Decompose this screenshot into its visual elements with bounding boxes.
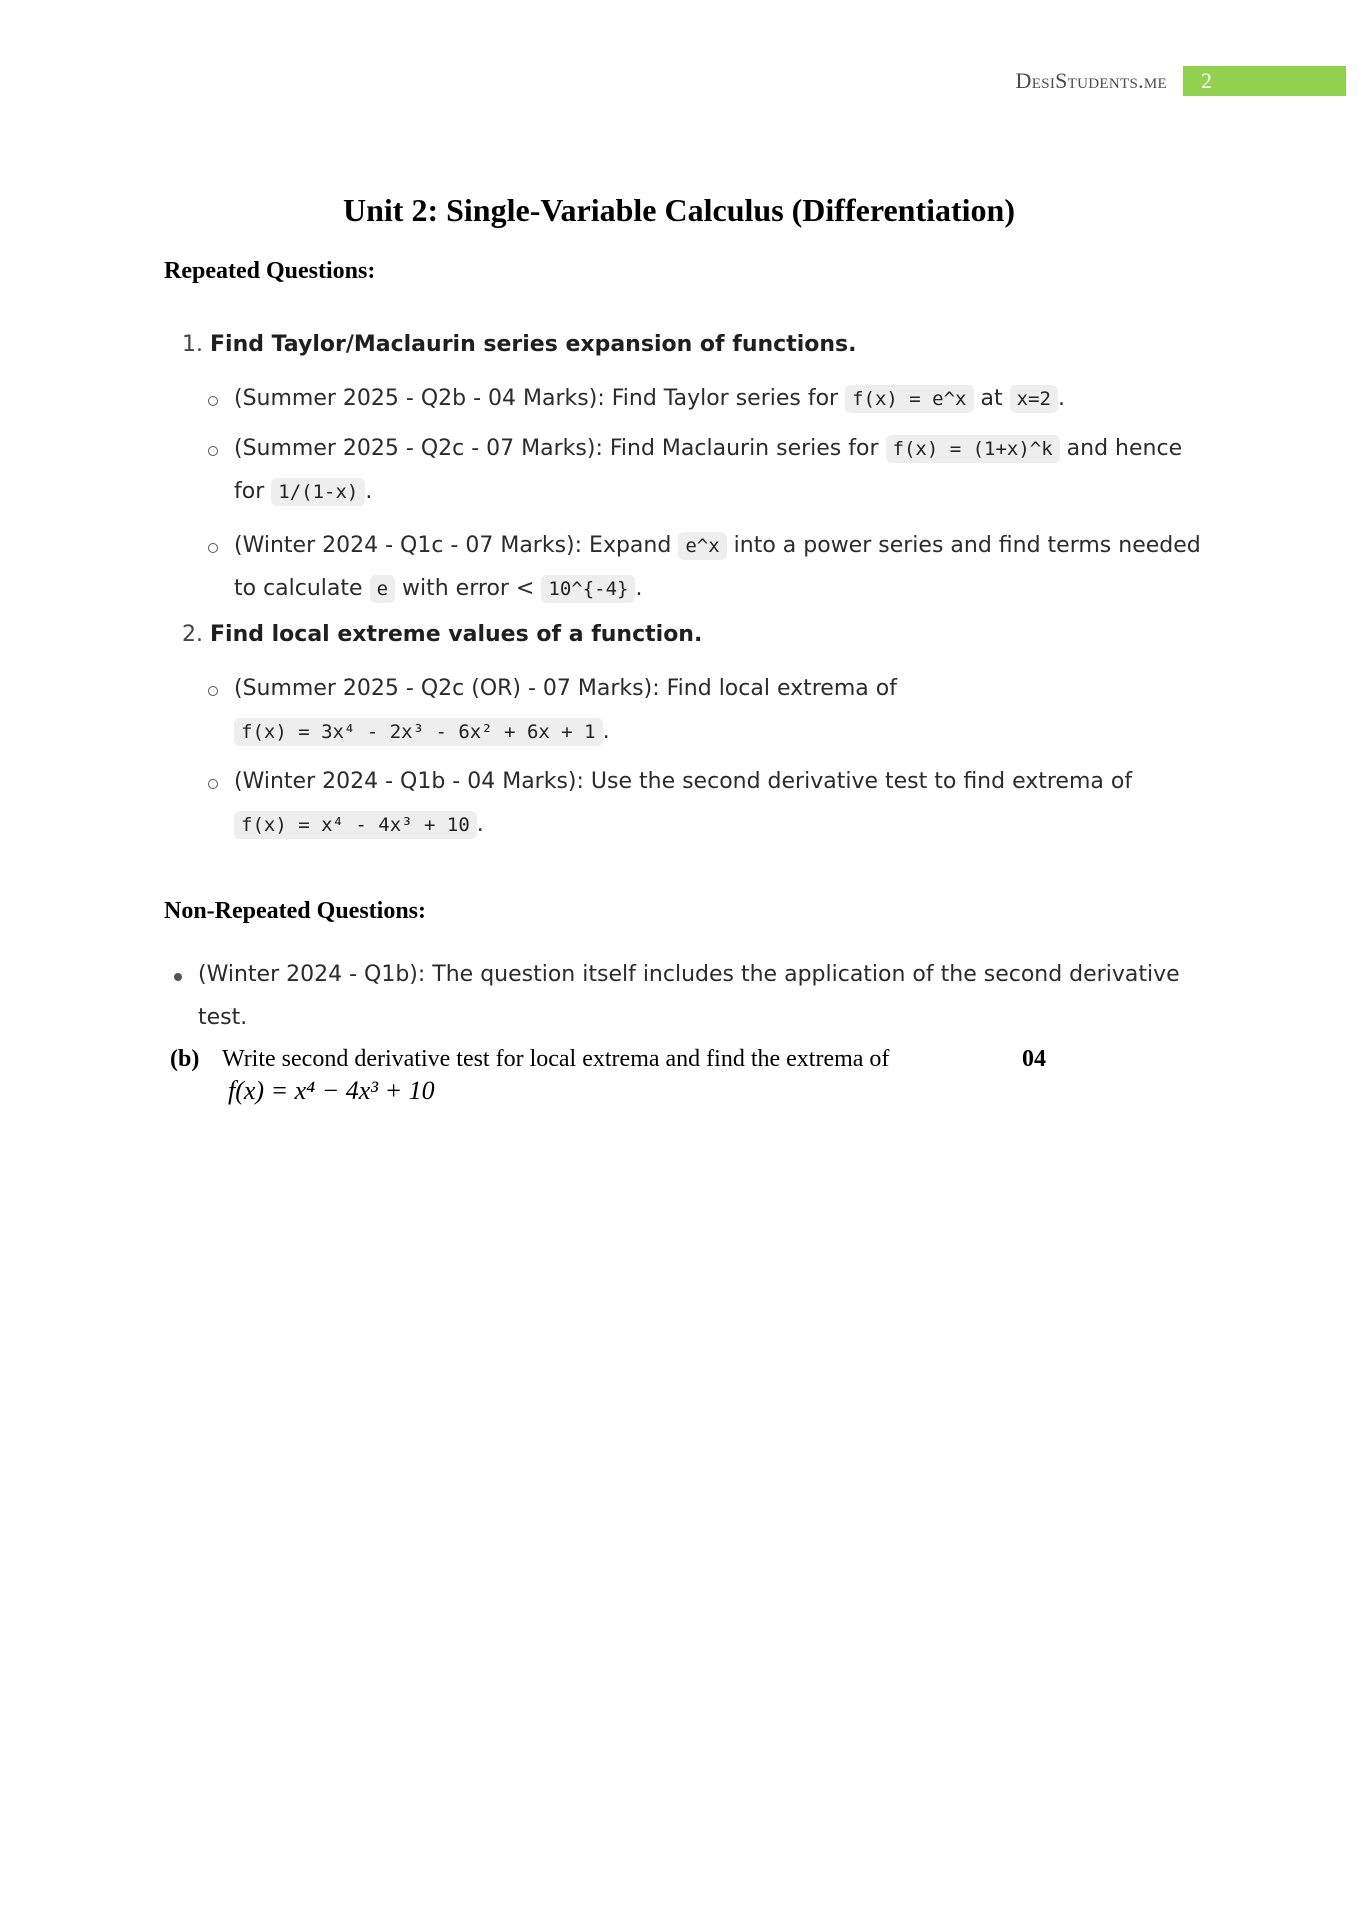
question-number: 1. [182,332,203,357]
sub-item-text: (Summer 2025 - Q2b - 04 Marks): Find Taylor series for [234,386,839,411]
question-title: Find Taylor/Maclaurin series expansion of functions. [210,332,857,357]
question-number: 2. [182,622,203,647]
sub-item-text: into a power series and find terms needed [733,533,1201,558]
sub-item-text: . [365,479,373,504]
question-marks: 04 [1022,1046,1046,1072]
sub-item-continuation [234,576,642,601]
sub-item-text: for [234,479,265,504]
sub-item-text: . [602,719,610,744]
question-1-title [182,332,857,357]
inline-code: f(x) = e^x [845,385,973,413]
inline-code: f(x) = x⁴ - 4x³ + 10 [234,811,477,839]
sub-item-text: with error < [402,576,535,601]
question-2-title [182,622,702,647]
bullet-item: (Winter 2024 - Q1b): The question itself includes the application of the second derivative [198,962,1180,987]
page-number: 2 [1183,66,1346,96]
sub-item [234,533,1201,558]
sub-item-text: to calculate [234,576,363,601]
inline-code: x=2 [1010,385,1058,413]
sub-item-text: . [476,812,484,837]
sub-item-text: and hence [1066,436,1183,461]
bullet-icon [174,973,182,981]
sub-item-text: . [635,576,643,601]
sub-item-text: (Winter 2024 - Q1c - 07 Marks): Expand [234,533,672,558]
sub-item-text: . [1057,386,1065,411]
circle-bullet-icon [208,543,218,553]
inline-code: 1/(1-x) [271,478,365,506]
inline-code: 10^{-4} [541,575,635,603]
circle-bullet-icon [208,779,218,789]
sub-item [234,676,897,701]
inline-code: f(x) = (1+x)^k [886,435,1060,463]
circle-bullet-icon [208,396,218,406]
bullet-item-continuation: test. [198,1005,248,1030]
inline-code: e^x [678,532,726,560]
nonrepeated-heading: Non-Repeated Questions: [164,898,426,924]
question-formula: f(x) = x⁴ − 4x³ + 10 [228,1076,435,1105]
question-title: Find local extreme values of a function. [210,622,703,647]
sub-item-continuation [234,719,610,744]
sub-item-text: (Summer 2025 - Q2c - 07 Marks): Find Maclaurin series for [234,436,879,461]
sub-item-text: at [980,386,1003,411]
inline-code: f(x) = 3x⁴ - 2x³ - 6x² + 6x + 1 [234,718,603,746]
sub-item [234,436,1182,461]
site-name: DesiStudents.me [1015,68,1167,93]
circle-bullet-icon [208,446,218,456]
sub-item [234,769,1132,794]
sub-item-text: (Winter 2024 - Q1b - 04 Marks): Use the second derivative test to find extrema of [234,769,1133,794]
sub-item-continuation [234,479,372,504]
question-text: Write second derivative test for local extrema and find the extrema of [222,1046,890,1072]
repeated-heading: Repeated Questions: [164,258,376,284]
sub-item-text: (Summer 2025 - Q2c (OR) - 07 Marks): Find local extrema of [234,676,897,701]
page-title: Unit 2: Single-Variable Calculus (Differentiation) [343,192,1015,228]
sub-item-continuation [234,812,484,837]
page-header [1016,66,1358,96]
inline-code: e [370,575,395,603]
circle-bullet-icon [208,686,218,696]
question-label: (b) [170,1046,200,1072]
sub-item [234,386,1065,411]
